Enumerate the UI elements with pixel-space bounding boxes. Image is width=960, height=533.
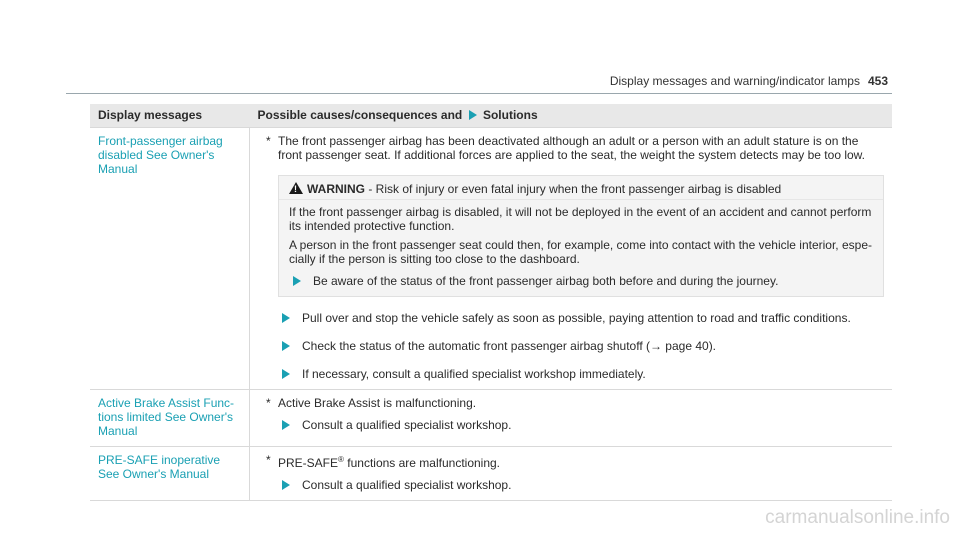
display-message-airbag: Front-passenger airbag disabled See Owner's Manual: [90, 128, 250, 390]
display-messages-table: [90, 104, 892, 501]
table-row: [90, 128, 892, 390]
solution-step: Check the status of the automatic front passenger airbag shutoff (→ page 40).: [278, 339, 884, 353]
cause-solution-cell: [250, 390, 893, 447]
footnote-star: *: [266, 396, 271, 410]
display-message-pre-safe: PRE-SAFE inoperative See Owner's Manual: [90, 447, 250, 501]
solution-step: Consult a qualified specialist workshop.: [278, 418, 884, 432]
table-row: [90, 390, 892, 447]
cause-solution-cell: [250, 447, 893, 501]
warning-box: [278, 175, 884, 297]
step-arrow-icon: [282, 341, 290, 351]
cause-text: * The front passenger airbag has been deactivated although an adult or a person with an adult stature is on the front passenger seat. If additional forces are applied to the seat, the weight the system detects may be too low.: [266, 134, 866, 162]
page-number: 453: [867, 74, 888, 88]
warning-label: WARNING: [307, 182, 365, 196]
solution-list: [278, 478, 884, 492]
table-row: [90, 447, 892, 501]
solution-step: If necessary, consult a qualified specialist workshop immediately.: [278, 367, 884, 381]
table-header-row: [90, 104, 892, 128]
warning-heading: [279, 176, 883, 200]
display-message-brake-assist: Active Brake Assist Functions limited See Owner's Manual: [90, 390, 250, 447]
solution-list: [278, 311, 884, 381]
warning-step: Be aware of the status of the front passenger airbag both before and during the journey.: [289, 274, 873, 288]
step-arrow-icon: [282, 480, 290, 490]
step-arrow-icon: [282, 369, 290, 379]
warning-paragraph: A person in the front passenger seat could then, for example, come into contact with the vehicle interior, especially if the person is sitting too close to the dashboard.: [289, 238, 872, 266]
cause-text: * PRE-SAFE® functions are malfunctioning.: [266, 453, 501, 470]
warning-body: [279, 200, 883, 296]
warning-triangle-icon: [289, 182, 303, 194]
solution-step: Pull over and stop the vehicle safely as soon as possible, paying attention to road and traffic conditions.: [278, 311, 884, 325]
footnote-star: *: [266, 453, 271, 467]
header-divider: [66, 93, 892, 94]
warning-title: - Risk of injury or even fatal injury when the front passenger airbag is disabled: [365, 182, 782, 196]
step-arrow-icon: [293, 276, 301, 286]
solution-step: Consult a qualified specialist workshop.: [278, 478, 884, 492]
col-header-display-messages: Display messages: [90, 104, 250, 128]
solution-arrow-icon: [469, 110, 477, 120]
cause-text: * Active Brake Assist is malfunctioning.: [266, 396, 477, 410]
header-title: Display messages and warning/indicator lamps: [609, 74, 860, 88]
cause-solution-cell: [250, 128, 893, 390]
watermark: carmanualsonline.info: [765, 507, 950, 528]
warning-paragraph: If the front passenger airbag is disabled, it will not be deployed in the event of an accident and cannot perform its intended protective function.: [289, 205, 872, 233]
registered-mark: ®: [338, 455, 344, 464]
col-header-causes-solutions: Possible causes/consequences and Solutions: [250, 104, 893, 128]
step-arrow-icon: [282, 313, 290, 323]
step-arrow-icon: [282, 420, 290, 430]
solution-list: [278, 418, 884, 432]
page-header: [610, 74, 888, 88]
footnote-star: *: [266, 134, 271, 148]
